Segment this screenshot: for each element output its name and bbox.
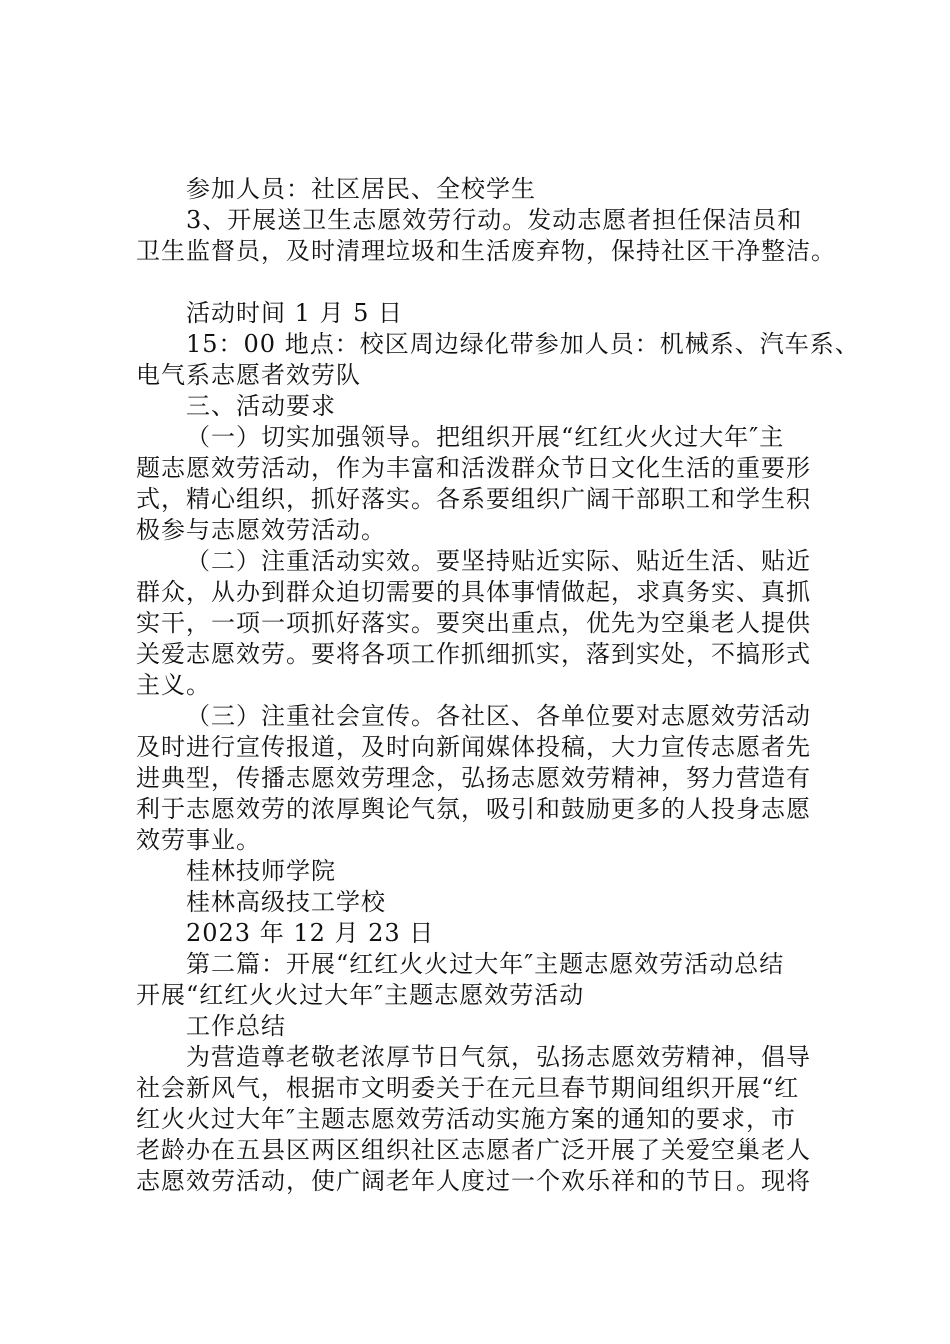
text-line: 主义。 xyxy=(136,671,211,699)
signature-institution: 桂林高级技工学校 xyxy=(186,888,386,916)
text-line: 群众，从办到群众迫切需要的具体事情做起，求真务实、真抓 xyxy=(136,578,811,606)
text-line: 电气系志愿者效劳队 xyxy=(136,361,361,389)
text-line: 式，精心组织，抓好落实。各系要组织广阔干部职工和学生积 xyxy=(136,485,811,513)
text-line: （三）注重社会宣传。各社区、各单位要对志愿效劳活动 xyxy=(186,702,811,730)
text-line: 活动时间 1 月 5 日 xyxy=(186,299,404,327)
part-title: 第二篇：开展“红红火火过大年″主题志愿效劳活动总结 xyxy=(186,950,785,978)
text-line: 参加人员：社区居民、全校学生 xyxy=(186,175,536,203)
text-line: （一）切实加强领导。把组织开展“红红火火过大年″主 xyxy=(186,423,785,451)
text-line: 关爱志愿效劳。要将各项工作抓细抓实，落到实处，不搞形式 xyxy=(136,640,811,668)
signature-date: 2023 年 12 月 23 日 xyxy=(186,919,435,947)
text-line: 红火火过大年″主题志愿效劳活动实施方案的通知的要求，市 xyxy=(136,1105,796,1133)
text-line: 极参与志愿效劳活动。 xyxy=(136,516,386,544)
text-line: 效劳事业。 xyxy=(136,826,261,854)
text-line: 社会新风气，根据市文明委关于在元旦春节期间组织开展“红 xyxy=(136,1074,800,1102)
part-title: 工作总结 xyxy=(186,1012,286,1040)
signature-institution: 桂林技师学院 xyxy=(186,857,336,885)
text-line: 进典型，传播志愿效劳理念，弘扬志愿效劳精神，努力营造有 xyxy=(136,764,811,792)
text-line: 志愿效劳活动，使广阔老年人度过一个欢乐祥和的节日。现将 xyxy=(136,1167,811,1195)
text-line: 为营造尊老敬老浓厚节日气氛，弘扬志愿效劳精神，倡导 xyxy=(186,1043,811,1071)
text-line: 3、开展送卫生志愿效劳行动。发动志愿者担任保洁员和 xyxy=(186,206,803,234)
text-line: 利于志愿效劳的浓厚舆论气氛，吸引和鼓励更多的人投身志愿 xyxy=(136,795,811,823)
section-heading: 三、活动要求 xyxy=(186,392,336,420)
text-line: 15：00 地点：校区周边绿化带参加人员：机械系、汽车系、 xyxy=(186,330,860,358)
text-line: （二）注重活动实效。要坚持贴近实际、贴近生活、贴近 xyxy=(186,547,811,575)
text-line: 及时进行宣传报道，及时向新闻媒体投稿，大力宣传志愿者先 xyxy=(136,733,811,761)
text-line: 老龄办在五县区两区组织社区志愿者广泛开展了关爱空巢老人 xyxy=(136,1136,811,1164)
part-title: 开展“红红火火过大年″主题志愿效劳活动 xyxy=(136,981,585,1009)
text-line: 实干，一项一项抓好落实。要突出重点，优先为空巢老人提供 xyxy=(136,609,811,637)
text-line: 卫生监督员，及时清理垃圾和生活废弃物，保持社区干净整洁。 xyxy=(136,237,836,265)
text-line: 题志愿效劳活动，作为丰富和活泼群众节日文化生活的重要形 xyxy=(136,454,811,482)
